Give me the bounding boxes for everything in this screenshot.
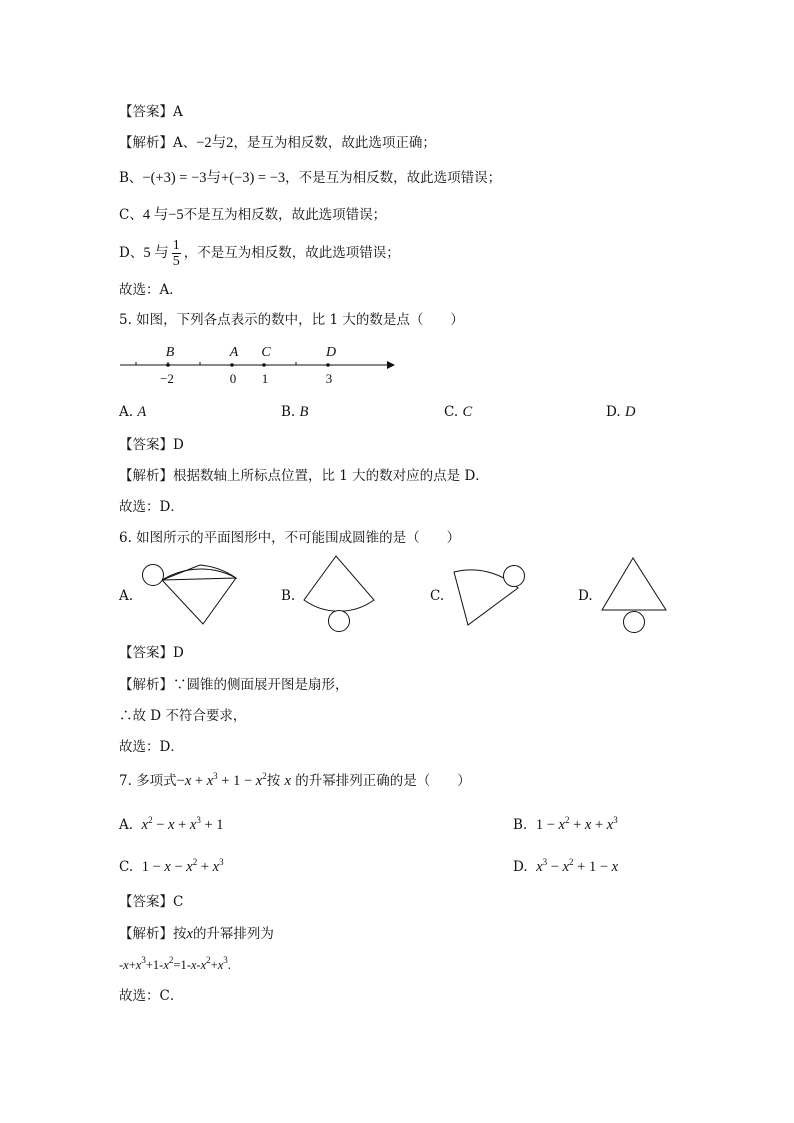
analysis-text: 根据数轴上所标点位置，比 1 大的数对应的点是 D． [173, 468, 489, 484]
circle-shape [329, 611, 350, 632]
analysis-text: ，是互为相反数，故此选项正确； [233, 135, 436, 151]
variable: x [284, 773, 291, 789]
option-label: C、 [119, 207, 143, 223]
option-label: A、 [173, 135, 197, 151]
analysis-text: ∵圆锥的侧面展开图是扇形， [173, 677, 349, 693]
q4-analysis-b [119, 169, 501, 187]
q6-answer-line [119, 644, 184, 662]
q5-option-a [119, 403, 146, 421]
fraction-denominator: 5 [172, 254, 180, 269]
point-value: 0 [229, 371, 237, 386]
q6-figure-c [448, 562, 530, 630]
circle-shape [624, 612, 645, 633]
point-value: −2 [160, 371, 174, 386]
q6-option-a-label: A. [119, 588, 134, 604]
q6-figure-b [298, 554, 380, 636]
analysis-tag: 【解析】 [119, 677, 173, 693]
q5-option-d [606, 403, 635, 421]
q5-question: 5. 如图，下列各点表示的数中，比 1 大的数是点（ ） [119, 312, 464, 328]
q6-option-b-label: B. [281, 588, 296, 604]
option-label: C. [119, 859, 134, 875]
answer-value: A [173, 104, 183, 120]
analysis-text: 按 [173, 926, 187, 942]
option-value: B [299, 404, 309, 420]
q4-answer-line [119, 103, 183, 121]
fraction-numerator: 1 [172, 238, 180, 253]
analysis-text: 的升幂排列为 [192, 926, 274, 942]
variable: x [186, 926, 193, 942]
point-a-dot [230, 363, 234, 367]
q7-question [119, 772, 471, 790]
answer-tag: 【答案】 [119, 104, 173, 120]
answer-tag: 【答案】 [119, 437, 173, 453]
sector-shape [304, 556, 374, 611]
q7-option-b [513, 816, 618, 834]
sector-shape [162, 569, 236, 624]
analysis-tag: 【解析】 [119, 135, 173, 151]
analysis-text: 不是互为相反数，故此选项错误； [183, 207, 387, 223]
point-value: 1 [261, 371, 269, 386]
option-value: C [462, 404, 473, 420]
point-label: A [229, 345, 239, 360]
q7-option-c [119, 858, 224, 876]
q6-conclusion: 故选：D． [119, 739, 184, 755]
math-expression: −2与2 [196, 135, 234, 151]
point-label: B [165, 345, 175, 360]
q6-figure-d [598, 556, 670, 636]
polynomial-expression: $-x + x^3 + 1 - x^2$ [176, 771, 267, 789]
triangle-shape [602, 558, 666, 610]
q7-option-a [119, 816, 224, 834]
q5-option-c [444, 403, 472, 421]
answer-value: C [173, 894, 184, 910]
q6-analysis [119, 676, 349, 694]
question-suffix: 的升幂排列正确的是（ ） [295, 773, 471, 789]
q6-analysis-line2: ∴故 D 不符合要求， [119, 708, 247, 724]
q7-analysis [119, 925, 274, 943]
circle-shape [504, 566, 525, 587]
analysis-tag: 【解析】 [119, 468, 173, 484]
q5-conclusion: 故选：D． [119, 499, 184, 515]
q6-figure-a [138, 560, 238, 630]
option-label: D. [606, 404, 621, 420]
point-label: D [325, 345, 337, 360]
q7-option-d [513, 858, 618, 876]
question-prefix: 7. 多项式 [119, 773, 177, 789]
option-label: C. [444, 404, 459, 420]
q7-analysis-equation: $-x+x^3+1-x^2=1-x-x^2+x^3$. [119, 955, 231, 972]
option-expression: $1 - x - x^2 + x^3$ [141, 857, 224, 875]
option-expression: $1 - x^2 + x + x^3$ [535, 815, 618, 833]
analysis-tag: 【解析】 [119, 926, 173, 942]
option-label: D、 [119, 245, 144, 261]
q6-option-c-label: C. [430, 588, 445, 604]
q5-option-b [281, 403, 308, 421]
point-d-dot [326, 363, 330, 367]
option-label: B. [281, 404, 296, 420]
answer-tag: 【答案】 [119, 894, 173, 910]
option-label: B. [513, 817, 528, 833]
option-value: A [137, 404, 147, 420]
option-label: A. [119, 404, 134, 420]
q6-option-d-label: D. [578, 588, 593, 604]
option-label: D. [513, 859, 528, 875]
question-mid: 按 [266, 773, 281, 789]
option-expression: $x^2 - x + x^3 + 1$ [141, 815, 224, 833]
answer-value: D [173, 645, 184, 661]
answer-tag: 【答案】 [119, 645, 173, 661]
number-line-figure [115, 338, 395, 388]
q7-answer-line [119, 893, 183, 911]
q6-question: 6. 如图所示的平面图形中，不可能围成圆锥的是（ ） [119, 530, 461, 546]
q7-conclusion: 故选：C． [119, 988, 184, 1004]
answer-value: D [173, 437, 184, 453]
math-expression: −(+3) = −3与+(−3) = −3 [142, 170, 286, 186]
option-label: B、 [119, 170, 143, 186]
math-expression: 4 与−5 [142, 207, 184, 223]
option-value: D [624, 404, 636, 420]
point-value: 3 [325, 371, 333, 386]
q4-analysis-a [119, 134, 436, 152]
q4-analysis-d [119, 236, 400, 270]
fraction [172, 238, 181, 269]
point-c-dot [262, 363, 266, 367]
circle-shape [143, 565, 164, 586]
q5-answer-line [119, 436, 184, 454]
analysis-text: ，不是互为相反数，故此选项错误； [285, 170, 502, 186]
analysis-text: ，不是互为相反数，故此选项错误； [183, 245, 400, 261]
math-expression: 5 与 [143, 245, 169, 261]
arrow-icon [387, 361, 395, 369]
point-label: C [261, 345, 271, 360]
q4-analysis-c [119, 206, 386, 224]
option-label: A. [119, 817, 134, 833]
q4-conclusion: 故选：A． [119, 282, 183, 298]
q5-analysis [119, 467, 489, 485]
option-expression: $x^3 - x^2 + 1 - x$ [536, 857, 619, 875]
point-b-dot [166, 363, 170, 367]
